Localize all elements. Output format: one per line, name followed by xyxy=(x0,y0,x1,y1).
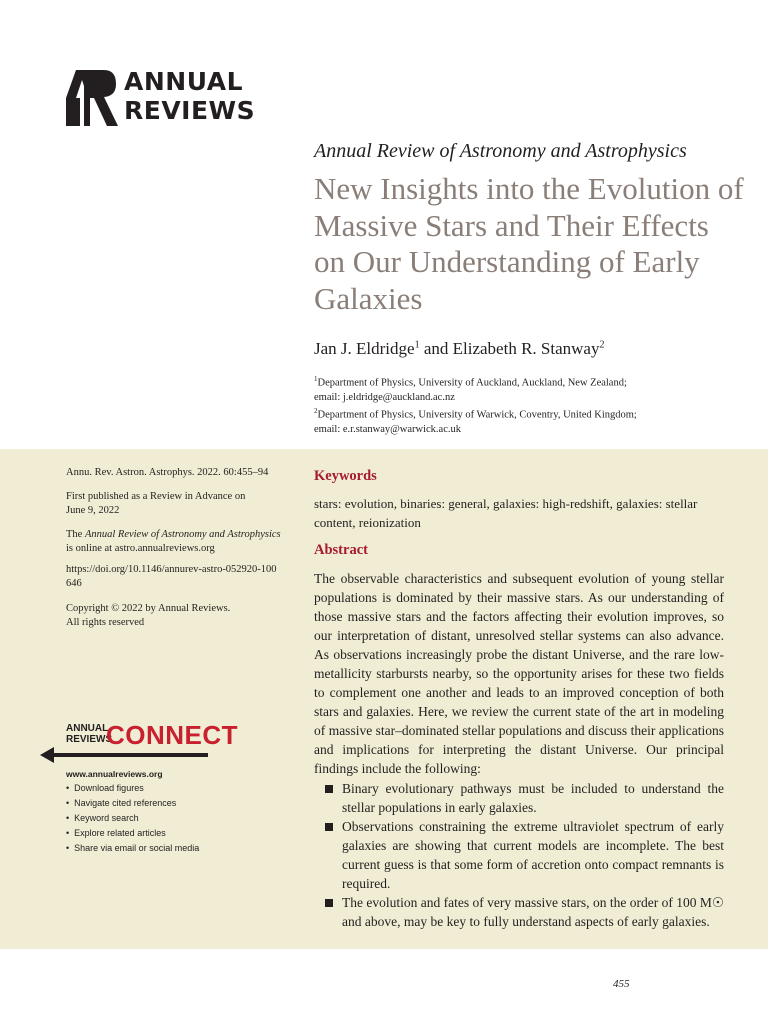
affiliation-1-dept: Department of Physics, University of Auckland, Auckland, New Zealand; xyxy=(317,377,627,389)
affiliation-1-email[interactable]: email: j.eldridge@auckland.ac.nz xyxy=(314,392,455,403)
connect-feature-related: • Explore related articles xyxy=(66,826,199,841)
author-2: Elizabeth R. Stanway xyxy=(452,339,600,358)
online-note-journal: Annual Review of Astronomy and Astrophysics xyxy=(84,529,281,540)
author-1-affil-mark: 1 xyxy=(414,339,420,351)
connect-feature-references: • Navigate cited references xyxy=(66,796,199,811)
finding-item xyxy=(325,779,724,817)
doi-link[interactable]: https://doi.org/10.1146/annurev-astro-052920-100646 xyxy=(66,564,277,589)
connect-feature-share: • Share via email or social media xyxy=(66,841,199,856)
finding-item xyxy=(325,893,724,931)
finding-text: The evolution and fates of very massive stars, on the order of 100 M☉ and above, may be key to fully understand aspects of early galaxies. xyxy=(342,895,724,929)
bullet-square-icon xyxy=(325,823,333,831)
author-2-affil-mark: 2 xyxy=(599,339,605,351)
connect-annual-text: ANNUAL xyxy=(66,723,109,734)
copyright: Copyright © 2022 by Annual Reviews. xyxy=(66,603,231,614)
online-note-pre: The xyxy=(66,529,85,540)
page-number: 455 xyxy=(613,978,630,990)
logo-text-reviews: REVIEWS xyxy=(124,96,256,125)
finding-text: Observations constraining the extreme ultraviolet spectrum of early galaxies are showing that current models are incomplete. The best current guess is that some form of accretion onto compact remnants is required. xyxy=(342,819,724,891)
article-title: New Insights into the Evolution of Massive Stars and Their Effects on Our Understanding of Early Galaxies xyxy=(314,171,744,316)
bullet-square-icon xyxy=(325,785,333,793)
connect-feature-list xyxy=(66,781,199,856)
online-note-post: is online at astro.annualreviews.org xyxy=(66,542,215,554)
author-line xyxy=(314,339,604,359)
finding-text: Binary evolutionary pathways must be included to understand the stellar populations in early galaxies. xyxy=(342,781,724,815)
logo-text-annual: ANNUAL xyxy=(124,67,244,96)
citation: Annu. Rev. Astron. Astrophys. 2022. 60:455–94 xyxy=(66,467,269,478)
annual-reviews-connect-box[interactable] xyxy=(40,717,239,857)
affiliation-2-dept: Department of Physics, University of Warwick, Coventry, United Kingdom; xyxy=(317,409,637,421)
annual-reviews-logo xyxy=(66,68,266,126)
connect-url[interactable]: www.annualreviews.org xyxy=(66,769,163,779)
author-conjunction: and xyxy=(419,339,453,358)
abstract-heading: Abstract xyxy=(314,542,368,558)
affiliation-2-email[interactable]: email: e.r.stanway@warwick.ac.uk xyxy=(314,424,461,435)
affiliation-1-mark: 1 xyxy=(314,375,318,383)
rights-statement: All rights reserved xyxy=(66,617,145,628)
keywords-heading: Keywords xyxy=(314,468,377,484)
finding-item xyxy=(325,817,724,893)
arrow-left-icon xyxy=(40,745,210,765)
online-note xyxy=(66,528,284,555)
connect-title: CONNECT xyxy=(106,720,239,750)
author-1: Jan J. Eldridge xyxy=(314,339,415,358)
connect-reviews-text: REVIEWS xyxy=(66,734,113,745)
affiliation-1 xyxy=(314,372,734,406)
affiliation-2 xyxy=(314,404,734,438)
bullet-square-icon xyxy=(325,899,333,907)
affiliation-2-mark: 2 xyxy=(314,407,318,415)
journal-name: Annual Review of Astronomy and Astrophysics xyxy=(314,140,687,162)
ar-monogram-icon xyxy=(66,68,118,126)
abstract-text: The observable characteristics and subsequent evolution of young stellar populations is dominated by their massive stars. As our understanding of those massive stars and the factors affecting their evolution improves, so our interpretation of distant, unresolved stellar systems can also advance. As observations increasingly probe the distant Universe, and the rare low-metallicity starbursts nearby, so the opportunity arises for these two fields to complement one another and leads to an improved conception of both stars and galaxies. Here, we review the current state of the art in modeling of massive star–dominated stellar populations and discuss their applications and implications for interpreting the distant Universe. Our principal findings include the following: xyxy=(314,571,724,776)
keywords-text: stars: evolution, binaries: general, galaxies: high-redshift, galaxies: stellar content, reionization xyxy=(314,496,698,530)
connect-feature-download: • Download figures xyxy=(66,781,199,796)
connect-feature-search: • Keyword search xyxy=(66,811,199,826)
publication-date: First published as a Review in Advance on June 9, 2022 xyxy=(66,491,246,516)
findings-list xyxy=(325,779,724,931)
